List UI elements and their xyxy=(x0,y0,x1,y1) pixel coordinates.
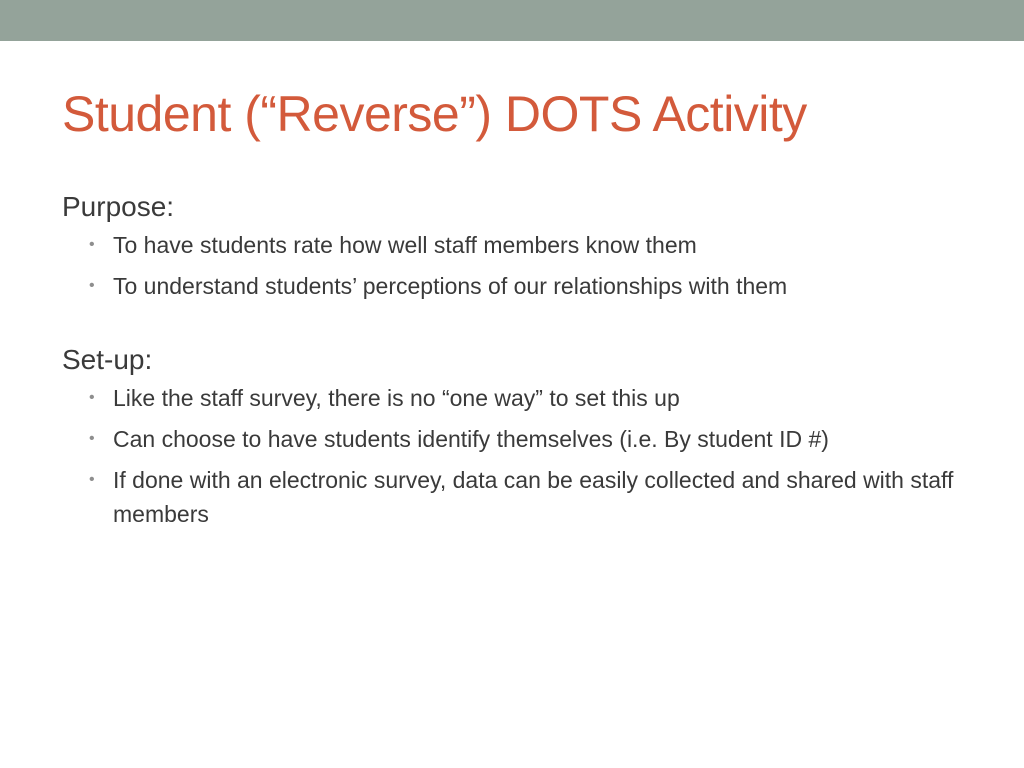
bullet-list-setup xyxy=(62,381,962,531)
bullet-text: If done with an electronic survey, data can be easily collected and shared with staff members xyxy=(113,467,954,527)
section-purpose xyxy=(62,190,962,303)
bullet-text: Like the staff survey, there is no “one way” to set this up xyxy=(113,385,680,411)
list-item xyxy=(62,269,962,303)
list-item xyxy=(62,463,962,531)
list-item xyxy=(62,228,962,262)
bullet-text: Can choose to have students identify themselves (i.e. By student ID #) xyxy=(113,426,829,452)
bullet-dot-icon: • xyxy=(89,471,95,488)
bullet-dot-icon: • xyxy=(89,430,95,447)
section-setup xyxy=(62,343,962,531)
slide-title: Student (“Reverse”) DOTS Activity xyxy=(62,86,807,142)
list-item xyxy=(62,422,962,456)
slide-body xyxy=(62,190,962,538)
section-heading-purpose: Purpose: xyxy=(62,191,175,222)
bullet-list-purpose xyxy=(62,228,962,303)
top-accent-bar xyxy=(0,0,1024,41)
section-heading-setup: Set-up: xyxy=(62,344,153,375)
bullet-text: To have students rate how well staff members know them xyxy=(113,232,697,258)
bullet-dot-icon: • xyxy=(89,277,95,294)
bullet-text: To understand students’ perceptions of our relationships with them xyxy=(113,273,788,299)
list-item xyxy=(62,381,962,415)
bullet-dot-icon: • xyxy=(89,236,95,253)
bullet-dot-icon: • xyxy=(89,389,95,406)
